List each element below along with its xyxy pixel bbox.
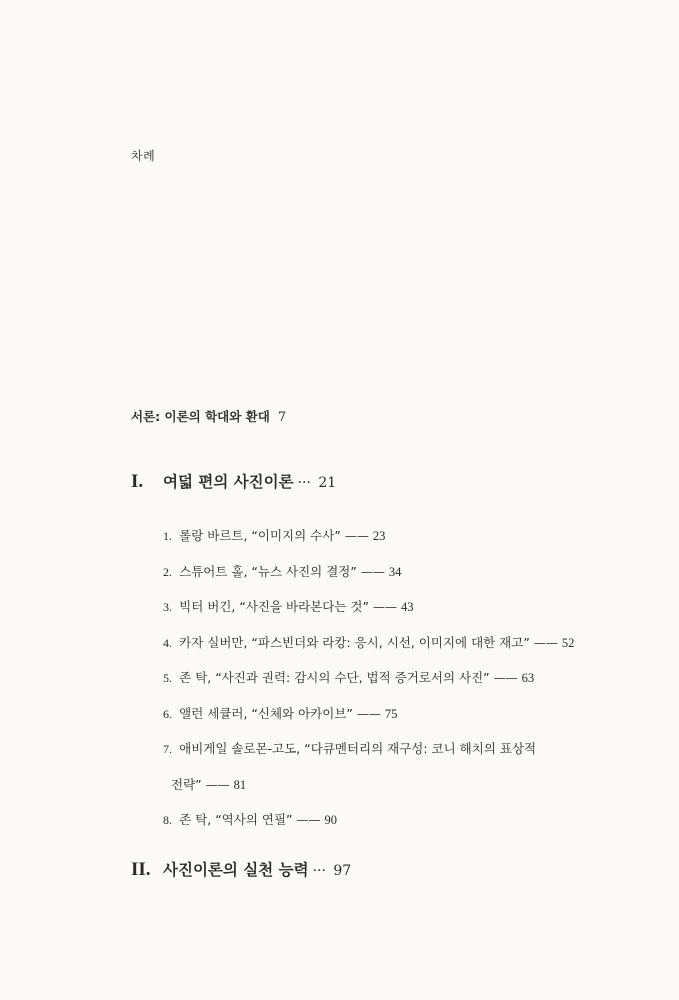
chapter-page-number: 63: [521, 671, 535, 685]
chapter-title: 앨런 세큘러, “신체와 아카이브”: [179, 705, 353, 721]
chapter-dash: ——: [533, 635, 558, 650]
chapter-page-number: 43: [400, 600, 414, 614]
part-leader-dots: ···: [312, 863, 326, 879]
chapter-number: 5.: [163, 671, 172, 685]
chapter-page-number: 75: [384, 706, 398, 721]
toc-intro-entry[interactable]: [131, 407, 286, 425]
chapter-title-continuation: 전략”: [171, 776, 202, 792]
chapter-6[interactable]: [163, 697, 663, 733]
chapter-number: 8.: [163, 813, 172, 827]
chapter-dash: ——: [205, 777, 230, 792]
chapter-page-number: 52: [561, 635, 575, 650]
chapter-page-number: 23: [372, 529, 386, 543]
chapter-dash: ——: [356, 706, 381, 721]
chapter-page-number: 34: [388, 564, 402, 579]
chapter-title: 빅터 버긴, “사진을 바라본다는 것”: [179, 599, 369, 614]
part-leader-dots: ···: [297, 475, 311, 491]
toc-part-1[interactable]: [131, 470, 336, 493]
page-label: 차례: [131, 149, 156, 163]
chapter-title: 존 탁, “역사의 연필”: [179, 812, 293, 827]
chapter-number: 6.: [163, 706, 172, 721]
part-numeral: I.: [131, 471, 144, 492]
part-page-number: 97: [333, 863, 352, 879]
chapter-dash: ——: [372, 600, 397, 614]
chapter-1[interactable]: [163, 519, 663, 555]
chapter-number: 3.: [163, 600, 172, 614]
chapter-4[interactable]: [163, 626, 663, 662]
intro-title: 서론: 이론의 학대와 환대: [131, 409, 270, 424]
chapter-list: [163, 519, 663, 839]
chapter-8[interactable]: [163, 803, 663, 839]
chapter-number: 7.: [163, 742, 172, 756]
chapter-page-number: 81: [233, 777, 247, 792]
chapter-dash: ——: [296, 813, 321, 827]
chapter-title: 롤랑 바르트, “이미지의 수사”: [179, 528, 341, 543]
chapter-page-number: 90: [324, 813, 338, 827]
part-title: 여덟 편의 사진이론: [163, 473, 294, 491]
part-title: 사진이론의 실천 능력: [163, 861, 309, 879]
chapter-title: 애비게일 솔로몬-고도, “다큐멘터리의 재구성: 코니 해치의 표상적: [179, 741, 537, 756]
chapter-dash: ——: [360, 564, 385, 579]
chapter-title-continuation-line: [163, 768, 663, 804]
intro-page-number: 7: [277, 410, 287, 425]
part-page-number: 21: [318, 475, 337, 491]
chapter-dash: ——: [344, 529, 369, 543]
chapter-title: 존 탁, “사진과 권력: 감시의 수단, 법적 증거로서의 사진”: [179, 670, 490, 685]
chapter-dash: ——: [493, 671, 518, 685]
chapter-number: 2.: [163, 564, 172, 579]
chapter-number: 1.: [163, 529, 172, 543]
chapter-title: 카자 실버만, “파스빈더와 라캉: 응시, 시선, 이미지에 대한 재고”: [179, 634, 530, 650]
chapter-title: 스튜어트 홀, “뉴스 사진의 결정”: [179, 563, 357, 579]
toc-part-2[interactable]: [131, 858, 351, 881]
chapter-7[interactable]: [163, 732, 663, 803]
chapter-2[interactable]: [163, 555, 663, 591]
chapter-number: 4.: [163, 635, 172, 650]
chapter-5[interactable]: [163, 661, 663, 697]
chapter-3[interactable]: [163, 590, 663, 626]
part-numeral: II.: [131, 859, 151, 880]
